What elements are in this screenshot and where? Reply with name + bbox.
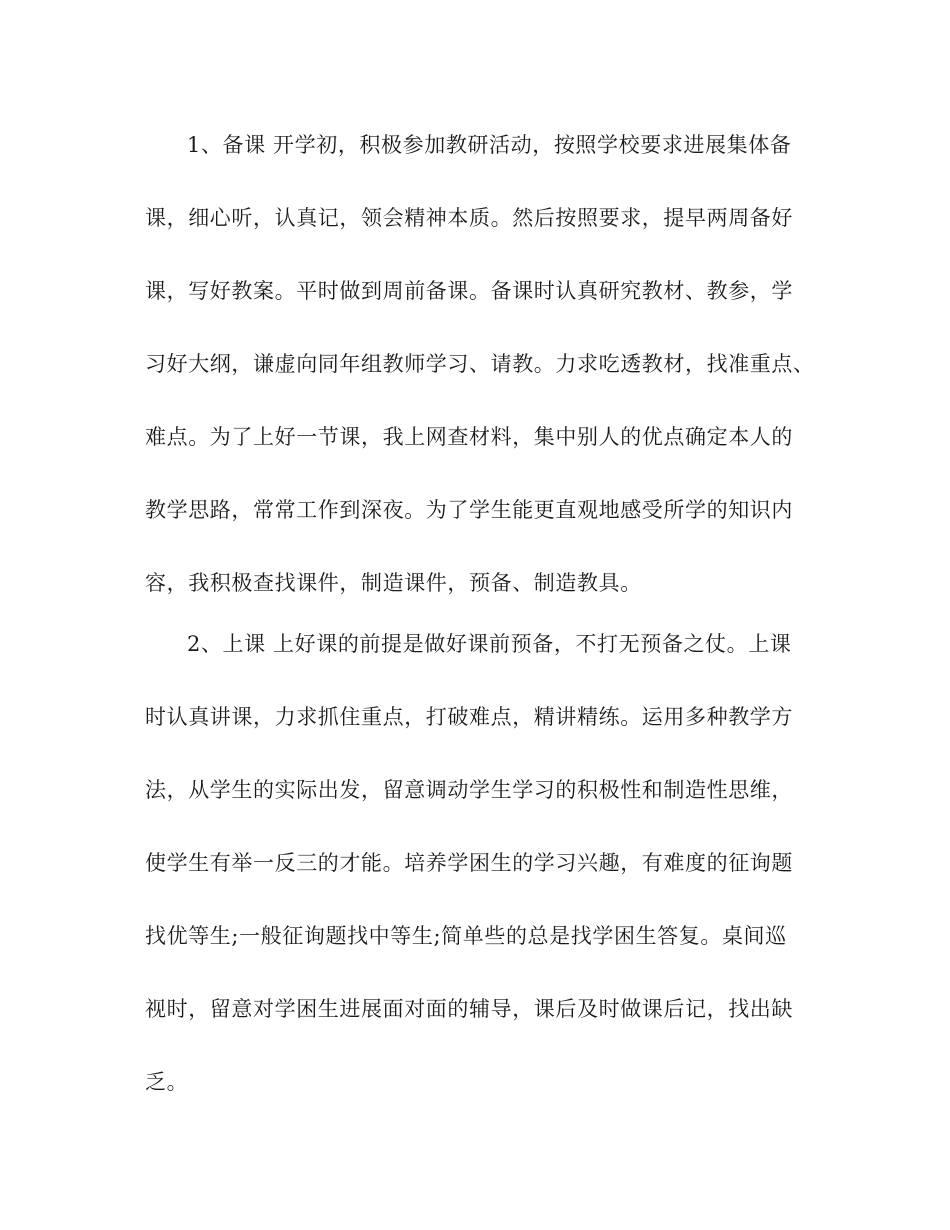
paragraph-2-line-6: 视时，留意对学困生进展面对面的辅导，课后及时做课后记，找出缺 <box>145 997 793 1021</box>
paragraph-2-line-4: 使学生有举一反三的才能。培养学困生的学习兴趣，有难度的征询题 <box>145 851 793 875</box>
paragraph-1-line-6: 教学思路，常常工作到深夜。为了学生能更直观地感受所学的知识内 <box>145 498 793 522</box>
paragraph-1-line-3: 课，写好教案。平时做到周前备课。备课时认真研究教材、教参，学 <box>145 279 793 303</box>
paragraph-1-line-2: 课，细心听，认真记，领会精神本质。然后按照要求，提早两周备好 <box>145 206 793 230</box>
paragraph-2-line-3: 法，从学生的实际出发，留意调动学生学习的积极性和制造性思维， <box>145 778 793 802</box>
paragraph-2-line-2: 时认真讲课，力求抓住重点，打破难点，精讲精练。运用多种教学方 <box>145 705 793 729</box>
paragraph-1-line-5: 难点。为了上好一节课，我上网查材料，集中别人的优点确定本人的 <box>145 425 793 449</box>
paragraph-2-line-7: 乏。 <box>145 1070 189 1094</box>
paragraph-2-line-5: 找优等生;一般征询题找中等生;简单些的总是找学困生答复。桌间巡 <box>145 924 787 948</box>
paragraph-1-line-4: 习好大纲，谦虚向同年组教师学习、请教。力求吃透教材，找准重点、 <box>145 352 815 376</box>
paragraph-2-line-1: 2、上课 上好课的前提是做好课前预备，不打无预备之仗。上课 <box>187 632 792 656</box>
paragraph-1-line-7: 容，我积极查找课件，制造课件，预备、制造教具。 <box>145 571 642 595</box>
paragraph-1-line-1: 1、备课 开学初，积极参加教研活动，按照学校要求进展集体备 <box>187 133 792 157</box>
